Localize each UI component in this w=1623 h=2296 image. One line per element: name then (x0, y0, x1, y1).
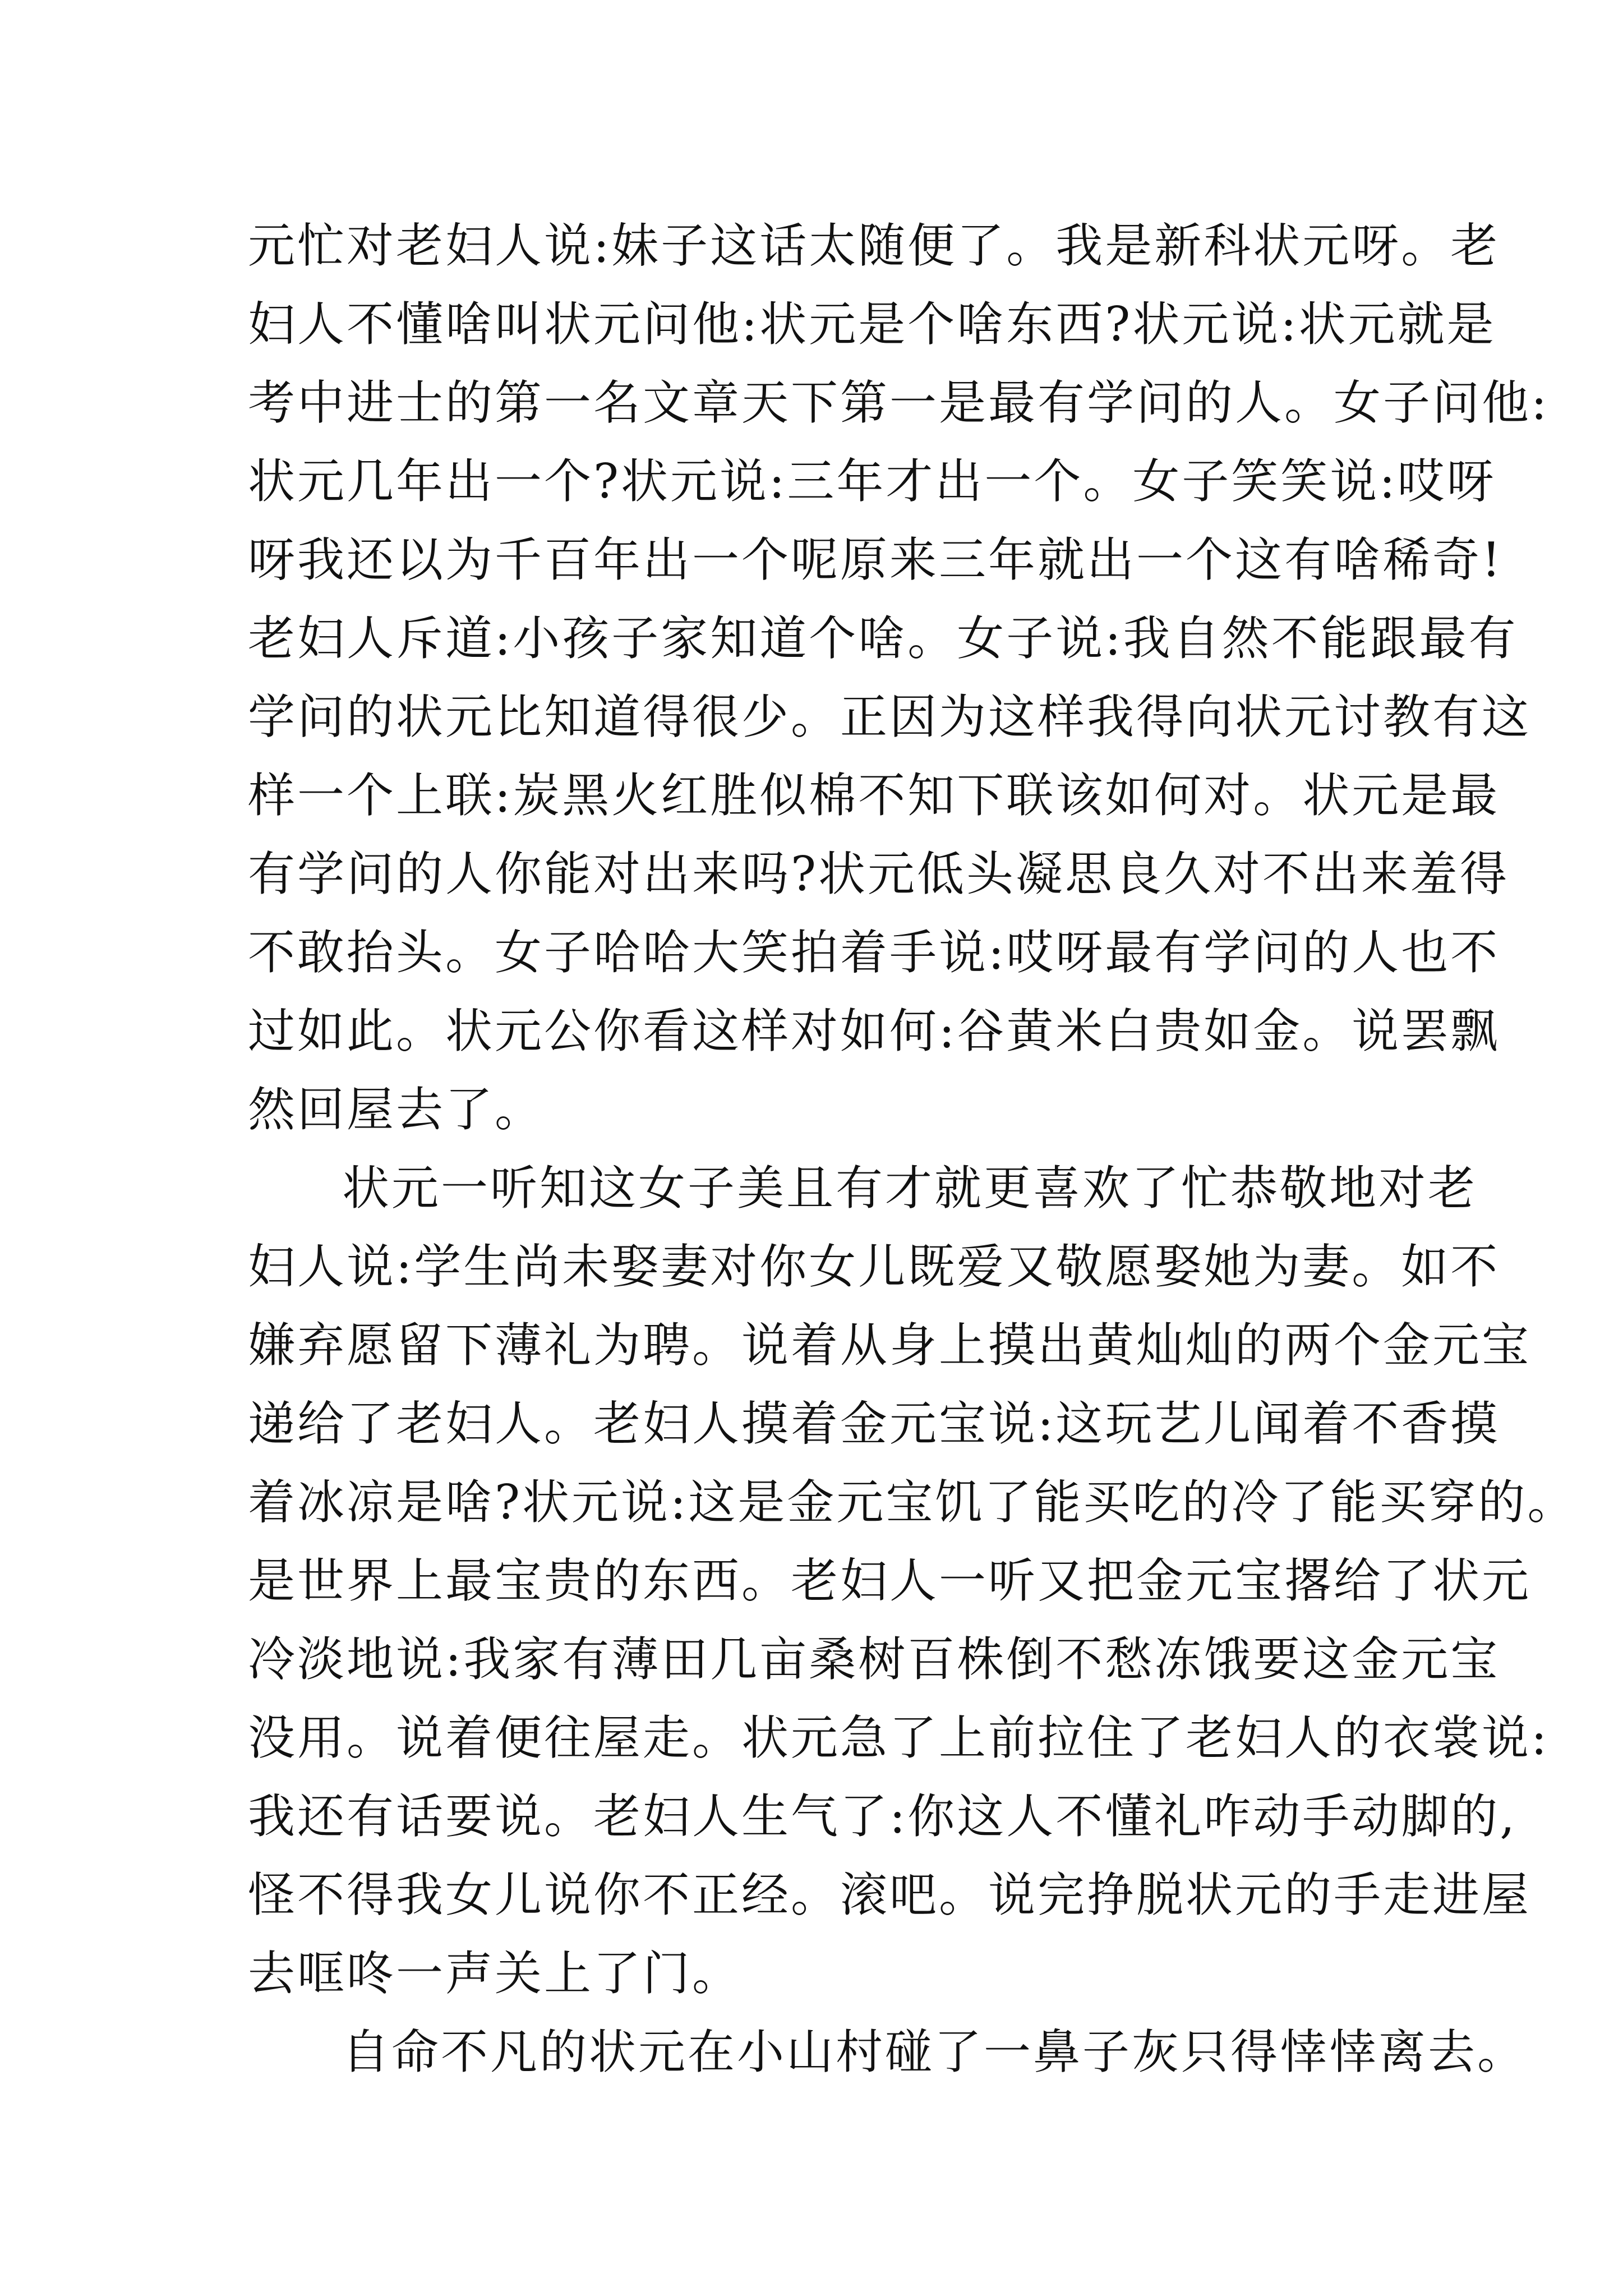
paragraph-1 (248, 206, 1550, 1149)
text-line: 是世界上最宝贵的东西。老妇人一听又把金元宝撂给了状元 (248, 1553, 1532, 1608)
text-line: 自命不凡的状元在小山村碰了一鼻子灰只得悻悻离去。 (342, 2024, 1527, 2079)
text-line: 冷淡地说:我家有薄田几亩桑树百株倒不愁冻饿要这金元宝 (248, 1632, 1500, 1687)
text-line: 不敢抬头。女子哈哈大笑拍着手说:哎呀最有学问的人也不 (248, 925, 1500, 980)
text-line: 元忙对老妇人说:妹子这话太随便了。我是新科状元呀。老 (248, 218, 1500, 273)
paragraph-2 (248, 1149, 1577, 2013)
paragraph-3 (248, 2013, 1527, 2091)
text-line: 怪不得我女儿说你不正经。滚吧。说完挣脱状元的手走进屋 (248, 1867, 1532, 1922)
text-line: 老妇人斥道:小孩子家知道个啥。女子说:我自然不能跟最有 (248, 611, 1518, 666)
text-line: 妇人不懂啥叫状元问他:状元是个啥东西?状元说:状元就是 (248, 297, 1496, 352)
text-line: 着冰凉是啥?状元说:这是金元宝饥了能买吃的冷了能买穿的。 (248, 1475, 1577, 1530)
text-line: 状元一听知这女子美且有才就更喜欢了忙恭敬地对老 (342, 1161, 1478, 1216)
text-line: 考中进士的第一名文章天下第一是最有学问的人。女子问他: (248, 375, 1550, 430)
text-line: 学问的状元比知道得很少。正因为这样我得向状元讨教有这 (248, 689, 1532, 744)
text-line: 去哐咚一声关上了门。 (248, 1946, 742, 2001)
text-line: 递给了老妇人。老妇人摸着金元宝说:这玩艺儿闻着不香摸 (248, 1396, 1500, 1451)
text-line: 有学问的人你能对出来吗?状元低头凝思良久对不出来羞得 (248, 846, 1510, 901)
text-line: 我还有话要说。老妇人生气了:你这人不懂礼咋动手动脚的, (248, 1789, 1518, 1844)
text-line: 过如此。状元公你看这样对如何:谷黄米白贵如金。说罢飘 (248, 1004, 1500, 1059)
text-line: 妇人说:学生尚未娶妻对你女儿既爱又敬愿娶她为妻。如不 (248, 1239, 1500, 1294)
text-line: 嫌弃愿留下薄礼为聘。说着从身上摸出黄灿灿的两个金元宝 (248, 1318, 1532, 1373)
text-line: 状元几年出一个?状元说:三年才出一个。女子笑笑说:哎呀 (248, 454, 1496, 509)
text-line: 样一个上联:炭黑火红胜似棉不知下联该如何对。状元是最 (248, 768, 1500, 823)
body-text (248, 206, 1577, 2091)
text-line: 呀我还以为千百年出一个呢原来三年就出一个这有啥稀奇! (248, 532, 1503, 587)
text-line: 然回屋去了。 (248, 1082, 545, 1137)
text-line: 没用。说着便往屋走。状元急了上前拉住了老妇人的衣裳说: (248, 1710, 1550, 1765)
